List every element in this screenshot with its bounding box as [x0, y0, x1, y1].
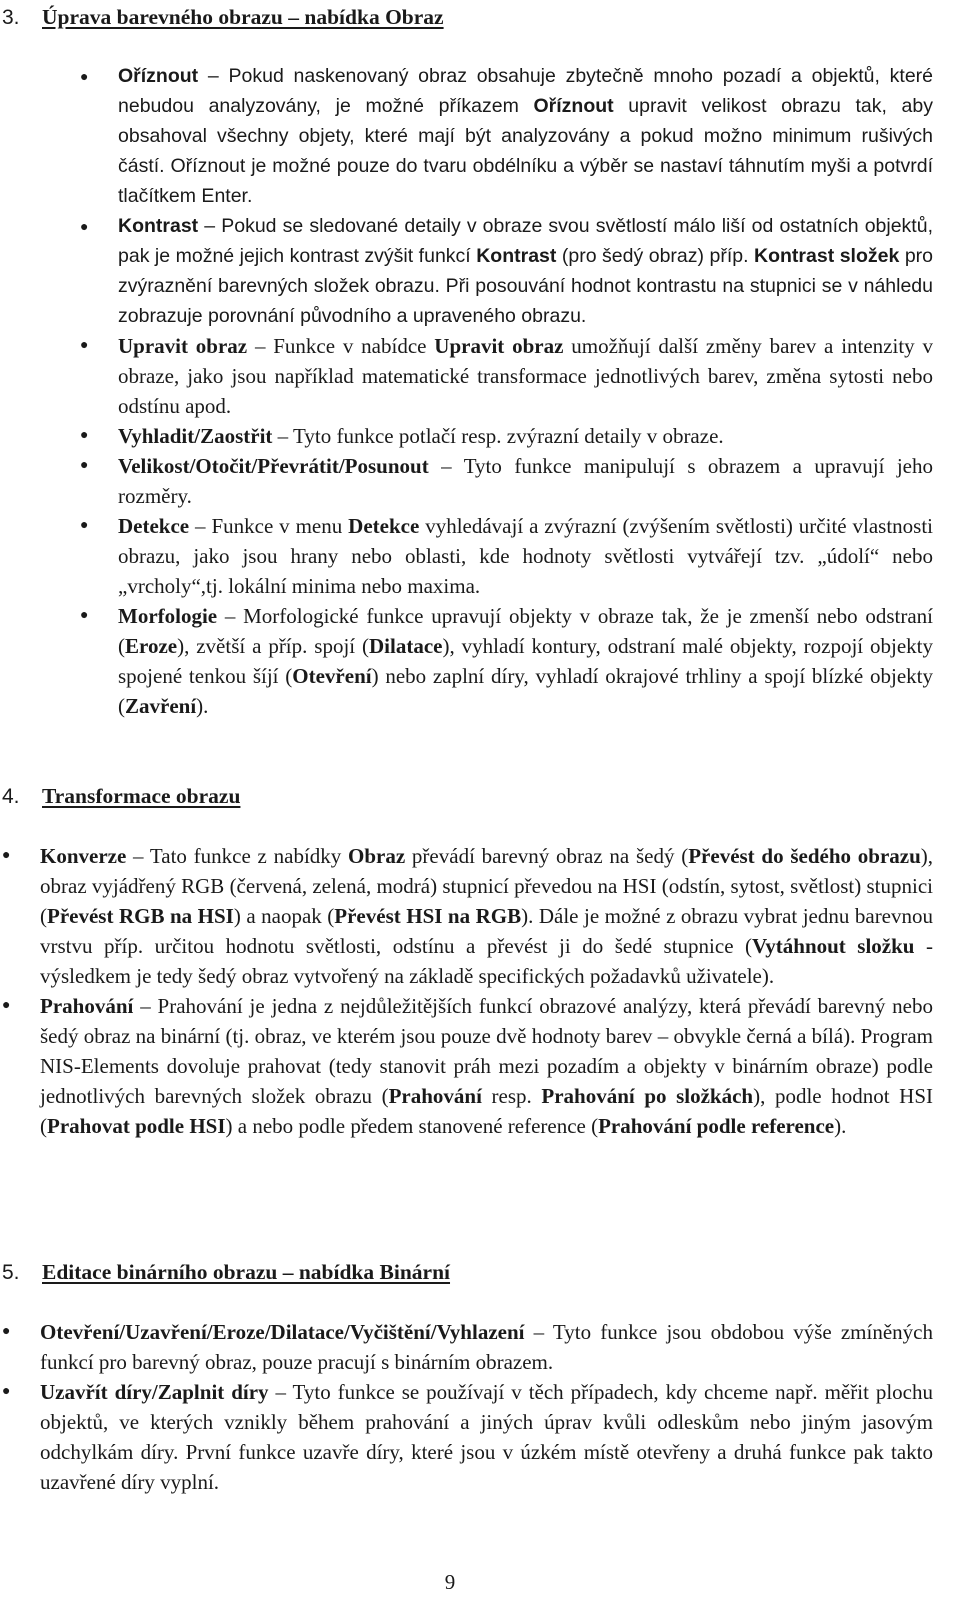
- bullet-icon: ●: [80, 218, 89, 234]
- item-text: – Tyto funkce jsou obdobou výše zmíněných funkcí pro barevný obraz, pouze pracují s binárním obrazem.: [40, 1320, 933, 1374]
- section-3-list: [80, 61, 934, 721]
- item-text: ), zvětší a příp. spojí (: [177, 634, 370, 658]
- bullet-icon: ●: [2, 848, 11, 863]
- item-text: umožňují další změny barev a intenzity v obraze, jako jsou například matematické transformace jednotlivých barev, změna sytosti nebo odstínu apod.: [118, 334, 933, 418]
- item-term-inline: Otevření: [292, 664, 372, 688]
- item-term-inline: Prahování: [388, 1084, 482, 1108]
- list-item: [80, 511, 934, 601]
- item-term: Vyhladit/Zaostřit: [118, 424, 273, 448]
- item-term: Oříznout: [118, 65, 199, 87]
- item-text: – Tyto funkce se používají v těch případech, kdy chceme např. měřit plochu objektů, ve kterých vznikly během prahování a jiných úprav kvůli odleskům nebo jiným jasovým odchylkám díry. První funkce uzavře díry, které jsou v úzkém místě otevřeny a druhá funkce pak takto uzavřené díry vyplní.: [40, 1380, 933, 1494]
- item-term-inline: Zavření: [125, 694, 197, 718]
- section-title: Úprava barevného obrazu – nabídka Obraz: [42, 5, 444, 29]
- item-term: Detekce: [118, 514, 190, 538]
- item-term: Otevření/Uzavření/Eroze/Dilatace/Vyčištění/Vyhlazení: [40, 1320, 525, 1344]
- bullet-icon: ●: [80, 428, 89, 443]
- item-text: – Tato funkce z nabídky: [133, 844, 349, 868]
- item-text: převádí barevný obraz na šedý (: [405, 844, 689, 868]
- section-heading: [0, 2, 444, 33]
- bullet-icon: ●: [80, 518, 89, 533]
- item-text: – Prahování je jedna z nejdůležitějších funkcí obrazové analýzy, která převádí barevný nebo šedý obraz na binární (tj. obraz, ve kterém jsou pouze dvě hodnoty barev – obvykle černá a bílá). Program NIS-Elements dovoluje prahovat (tedy stanovit práh mezi pozadím a objekty v binárním obraze) podle jednotlivých barevných složek obrazu (: [40, 994, 933, 1108]
- section-number: 4.: [2, 785, 20, 808]
- item-text: – Tyto funkce potlačí resp. zvýrazní detaily v obraze.: [277, 424, 724, 448]
- list-item: [2, 991, 933, 1141]
- list-item: [80, 601, 933, 721]
- section-title: Editace binárního obrazu – nabídka Binární: [42, 1260, 451, 1284]
- item-text: resp.: [481, 1084, 542, 1108]
- section-heading: [0, 1257, 450, 1288]
- page-number: 9: [444, 1570, 456, 1594]
- item-text: ) nebo zaplní díry, vyhladí okrajové trhliny a spojí blízké objekty (: [118, 664, 933, 718]
- item-term-inline: Detekce: [348, 514, 420, 538]
- item-text: ).: [196, 694, 209, 718]
- item-term-inline: Eroze: [125, 634, 178, 658]
- item-term-inline: Převést RGB na HSI: [47, 904, 234, 928]
- item-text: – Morfologické funkce upravují objekty v obraze tak, že je zmenší nebo odstraní (: [118, 604, 933, 658]
- item-text: ), podle hodnot HSI (: [40, 1084, 933, 1138]
- item-term-inline: Vytáhnout složku: [752, 934, 915, 958]
- item-text: - výsledkem je tedy šedý obraz vytvořený na základě specifických požadavků uživatele).: [40, 934, 934, 988]
- item-term: Velikost/Otočit/Převrátit/Posunout: [118, 454, 429, 478]
- item-term: Upravit obraz: [118, 334, 248, 358]
- item-text: – Tyto funkce manipulují s obrazem a upravují jeho rozměry.: [118, 454, 933, 508]
- item-term: Morfologie: [118, 604, 218, 628]
- item-text: ), obraz vyjádřený RGB (červená, zelená, modrá) stupnicí převedou na HSI (odstín, sytost, světlost) stupnici (: [40, 844, 934, 928]
- item-text: ) a naopak (: [233, 904, 335, 928]
- item-term: Uzavřít díry/Zaplnit díry: [40, 1380, 269, 1404]
- list-item: [80, 331, 933, 421]
- item-text: – Funkce v menu: [195, 514, 349, 538]
- item-term-inline: Převést HSI na RGB: [334, 904, 522, 928]
- bullet-icon: ●: [2, 1324, 11, 1339]
- item-text: – Pokud se sledované detaily v obraze svou světlostí málo liší od ostatních objektů, pak je možné jejich kontrast zvýšit funkcí: [118, 215, 933, 267]
- list-item: [80, 421, 933, 451]
- bullet-icon: ●: [80, 608, 89, 623]
- list-item: [80, 211, 934, 331]
- item-term: Prahování: [40, 994, 134, 1018]
- item-term-inline: Převést do šedého obrazu: [688, 844, 921, 868]
- item-text: ), vyhladí kontury, odstraní malé objekty, rozpojí objekty spojené tenkou šíjí (: [118, 634, 933, 688]
- bullet-icon: ●: [2, 1384, 11, 1399]
- item-text: (pro šedý obraz) příp.: [556, 245, 755, 267]
- bullet-icon: ●: [80, 458, 89, 473]
- item-term-inline: Prahovat podle HSI: [47, 1114, 226, 1138]
- item-term-inline: Dilatace: [369, 634, 443, 658]
- item-term-inline: Kontrast složek: [754, 245, 900, 267]
- section-number: 3.: [2, 6, 20, 29]
- item-text: vyhledávají a zvýrazní (zvýšením světlosti) určité vlastnosti obrazu, jako jsou hrany nebo oblasti, kde hodnoty světlosti vytvářejí tzv. „údolí“ nebo „vrcholy“,tj. lokální minima nebo maxima.: [118, 514, 934, 598]
- section-4-list: [2, 841, 934, 1141]
- list-item: [80, 451, 933, 511]
- section-heading: [0, 781, 240, 812]
- section-5-list: [2, 1317, 933, 1497]
- item-term-inline: Kontrast: [476, 245, 557, 267]
- item-text: ). Dále je možné z obrazu vybrat jednu barevnou vrstvu příp. určitou hodnotu světlosti, odstínu a převést ji do šedé stupnice (: [40, 904, 934, 958]
- item-term-inline: Prahování podle reference: [598, 1114, 835, 1138]
- list-item: [80, 61, 934, 211]
- section-number: 5.: [2, 1261, 20, 1284]
- item-text: – Pokud naskenovaný obraz obsahuje zbytečně mnoho pozadí a objektů, které nebudou analyzovány, je možné příkazem: [118, 65, 934, 117]
- list-item: [2, 1317, 933, 1377]
- item-text: ) a nebo podle předem stanovené reference (: [225, 1114, 599, 1138]
- list-item: [2, 1377, 933, 1497]
- item-text: ).: [834, 1114, 847, 1138]
- item-text: – Funkce v nabídce: [254, 334, 435, 358]
- item-term-inline: Upravit obraz: [434, 334, 564, 358]
- section-title: Transformace obrazu: [42, 784, 241, 808]
- item-term-inline: Obraz: [348, 844, 406, 868]
- item-term: Kontrast: [118, 215, 199, 237]
- item-text: upravit velikost obrazu tak, aby obsahoval všechny objety, které mají být analyzovány a pokud možno minimum rušivých částí. Oříznout je možné pouze do tvaru obdélníku a výběr se nastaví táhnutím myši a potvrdí tlačítkem Enter.: [118, 95, 933, 207]
- item-text: pro zvýraznění barevných složek obrazu. Při posouvání hodnot kontrastu na stupnici se v náhledu zobrazuje porovnání původního a upraveného obrazu.: [118, 245, 934, 327]
- bullet-icon: ●: [80, 68, 89, 84]
- bullet-icon: ●: [80, 338, 89, 353]
- item-term-inline: Oříznout: [533, 95, 614, 117]
- list-item: [2, 841, 934, 991]
- item-term-inline: Prahování po složkách: [541, 1084, 754, 1108]
- item-term: Konverze: [40, 844, 127, 868]
- bullet-icon: ●: [2, 998, 11, 1013]
